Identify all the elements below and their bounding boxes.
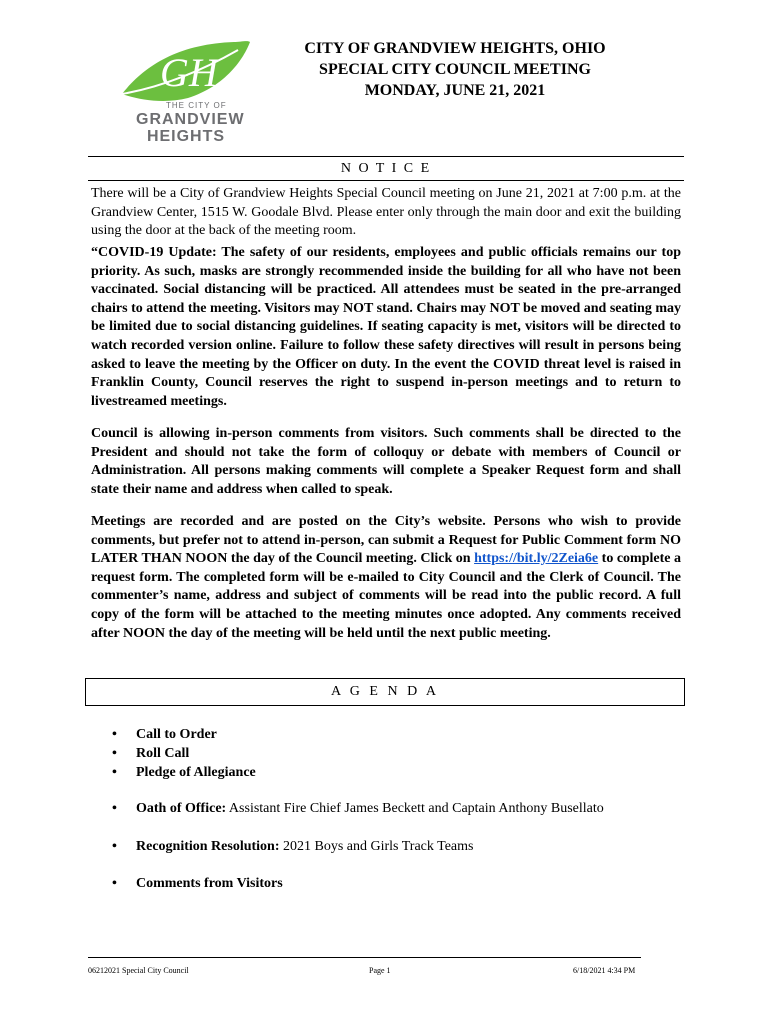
bullet-icon: • — [112, 727, 117, 742]
request-form-link[interactable]: https://bit.ly/2Zeia6e — [474, 551, 599, 567]
header-meeting: SPECIAL CITY COUNCIL MEETING — [319, 61, 591, 78]
document-header — [280, 38, 630, 101]
notice-paragraph-remote: Meetings are recorded and are posted on the City’s website. Persons who wish to provide comments, but prefer not to attend in-person, can submit a Request for Public Comment form NO LATER THAN NOON the day of the Council meeting. Click on https://bit.ly/2Zeia6e to complete a request form. The completed form will be e-mailed to City Council and the Clerk of Council. The commenter’s name, address and subject of comments will be read into the public record. A full copy of the form will be attached to the meeting minutes once adopted. Any comments received after NOON the day of the meeting will be held until the next public meeting. — [91, 514, 681, 641]
agenda-item: • Pledge of Allegiance — [112, 765, 256, 780]
notice-paragraph-comments: Council is allowing in-person comments from visitors. Such comments shall be directed to the President and should not take the form of colloquy or debate with members of Council or Administration. All persons making comments will complete a Speaker Request form and shall state their name and address when called to speak. — [91, 426, 681, 497]
bullet-icon: • — [112, 801, 117, 816]
bullet-icon: • — [112, 765, 117, 780]
logo-name: GRANDVIEW HEIGHTS — [136, 111, 245, 145]
footer-divider — [88, 957, 641, 958]
logo-monogram: GH — [160, 50, 218, 95]
bullet-icon: • — [112, 876, 117, 891]
bullet-icon: • — [112, 839, 117, 854]
notice-paragraph-location: There will be a City of Grandview Heights Special Council meeting on June 21, 2021 at 7:00 p.m. at the Grandview Center, 1515 W. Goodale Blvd. Please enter only through the main door and exit the building using the door at the back of the meeting room. — [91, 186, 681, 239]
agenda-opening-items — [110, 725, 680, 782]
bullet-icon: • — [112, 746, 117, 761]
agenda-visitor-comments: • Comments from Visitors — [112, 876, 283, 891]
agenda-oath: • Oath of Office: Assistant Fire Chief James Beckett and Captain Anthony Busellato — [112, 801, 604, 816]
agenda-title: A G E N D A — [330, 684, 440, 699]
agenda-header-box — [85, 678, 685, 706]
footer-doc-id: 06212021 Special City Council — [88, 966, 189, 975]
notice-paragraph-covid: “COVID-19 Update: The safety of our residents, employees and public officials remains our top priority. As such, masks are strongly recommended inside the building for all who have not been vaccinated. Social distancing will be practiced. All attendees must be seated in the pre-arranged chairs to attend the meeting. Visitors may NOT stand. Chairs may NOT be moved and seating may be limited due to social distancing guidelines. If seating capacity is met, visitors will be directed to watch recorded version online. Failure to follow these safety directives will result in persons being asked to leave the meeting by the Officer on duty. In the event the COVID threat level is raised in Franklin County, Council reserves the right to suspend in-person meetings and to return to livestreamed meetings. — [91, 245, 681, 409]
agenda-recognition: • Recognition Resolution: 2021 Boys and Girls Track Teams — [112, 839, 474, 854]
header-date: MONDAY, JUNE 21, 2021 — [364, 82, 546, 99]
footer-page-number: Page 1 — [369, 966, 391, 975]
header-divider — [88, 156, 684, 157]
notice-title: N O T I C E — [340, 161, 432, 176]
logo-line1: THE CITY OF — [166, 101, 227, 110]
footer-timestamp: 6/18/2021 4:34 PM — [573, 966, 636, 975]
notice-divider — [88, 180, 684, 181]
header-city: CITY OF GRANDVIEW HEIGHTS, OHIO — [304, 40, 606, 57]
agenda-item: • Call to Order — [112, 727, 217, 742]
agenda-item: • Roll Call — [112, 746, 190, 761]
